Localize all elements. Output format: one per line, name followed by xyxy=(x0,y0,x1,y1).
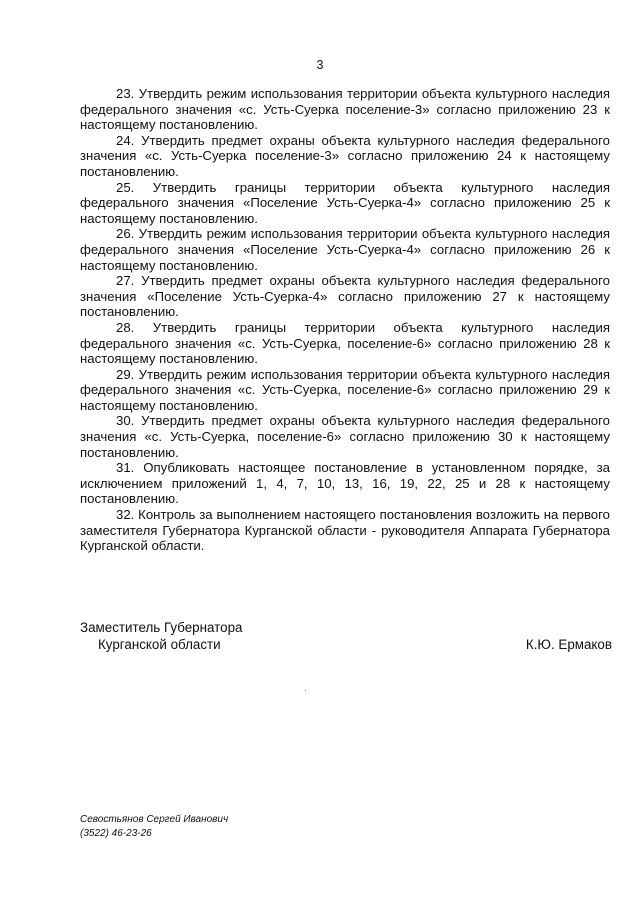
scan-speck xyxy=(305,690,306,691)
page-number: 3 xyxy=(316,58,324,72)
document-body xyxy=(80,86,610,554)
paragraph-26: 26. Утвердить режим использования территории объекта культурного наследия федерального значения «Поселение Усть-Суерка-4» согласно приложению 26 к настоящему постановлению. xyxy=(80,226,610,273)
paragraph-29: 29. Утвердить режим использования территории объекта культурного наследия федерального значения «с. Усть-Суерка, поселение-6» согласно приложению 29 к настоящему постановлению. xyxy=(80,366,610,413)
signatory-title-line-2: Курганской области xyxy=(98,637,221,652)
paragraph-30: 30. Утвердить предмет охраны объекта культурного наследия федерального значения «с. Усть-Суерка, поселение-6» согласно приложению 30 к настоящему постановлению. xyxy=(80,413,610,460)
paragraph-27: 27. Утвердить предмет охраны объекта культурного наследия федерального значения «Поселение Усть-Суерка-4» согласно приложению 27 к настоящему постановлению. xyxy=(80,273,610,320)
paragraph-28: 28. Утвердить границы территории объекта культурного наследия федерального значения «с. Усть-Суерка, поселение-6» согласно приложению 28 к настоящему постановлению. xyxy=(80,319,610,367)
paragraph-31: 31. Опубликовать настоящее постановление в установленном порядке, за исключением приложений 1, 4, 7, 10, 13, 16, 19, 22, 25 и 28 к настоящему постановлению. xyxy=(80,460,610,507)
executor-info xyxy=(80,813,228,840)
signatory-title-line-1: Заместитель Губернатора xyxy=(80,620,243,635)
paragraph-24: 24. Утвердить предмет охраны объекта культурного наследия федерального значения «с. Усть-Суерка поселение-3» согласно приложению 24 к настоящему постановлению. xyxy=(80,132,610,179)
paragraph-25: 25. Утвердить границы территории объекта культурного наследия федерального значения «Поселение Усть-Суерка-4» согласно приложению 25 к настоящему постановлению. xyxy=(80,179,610,226)
signatory-name: К.Ю. Ермаков xyxy=(525,637,612,652)
paragraph-23: 23. Утвердить режим использования территории объекта культурного наследия федерального значения «с. Усть-Суерка поселение-3» согласно приложению 23 к настоящему постановлению. xyxy=(80,86,610,133)
signature-block xyxy=(80,619,612,653)
executor-name: Севостьянов Сергей Иванович xyxy=(80,814,229,825)
executor-phone: (3522) 46-23-26 xyxy=(80,827,152,839)
paragraph-32: 32. Контроль за выполнением настоящего постановления возложить на первого заместителя Губернатора Курганской области - руководителя Аппарата Губернатора Курганской области. xyxy=(80,507,610,554)
